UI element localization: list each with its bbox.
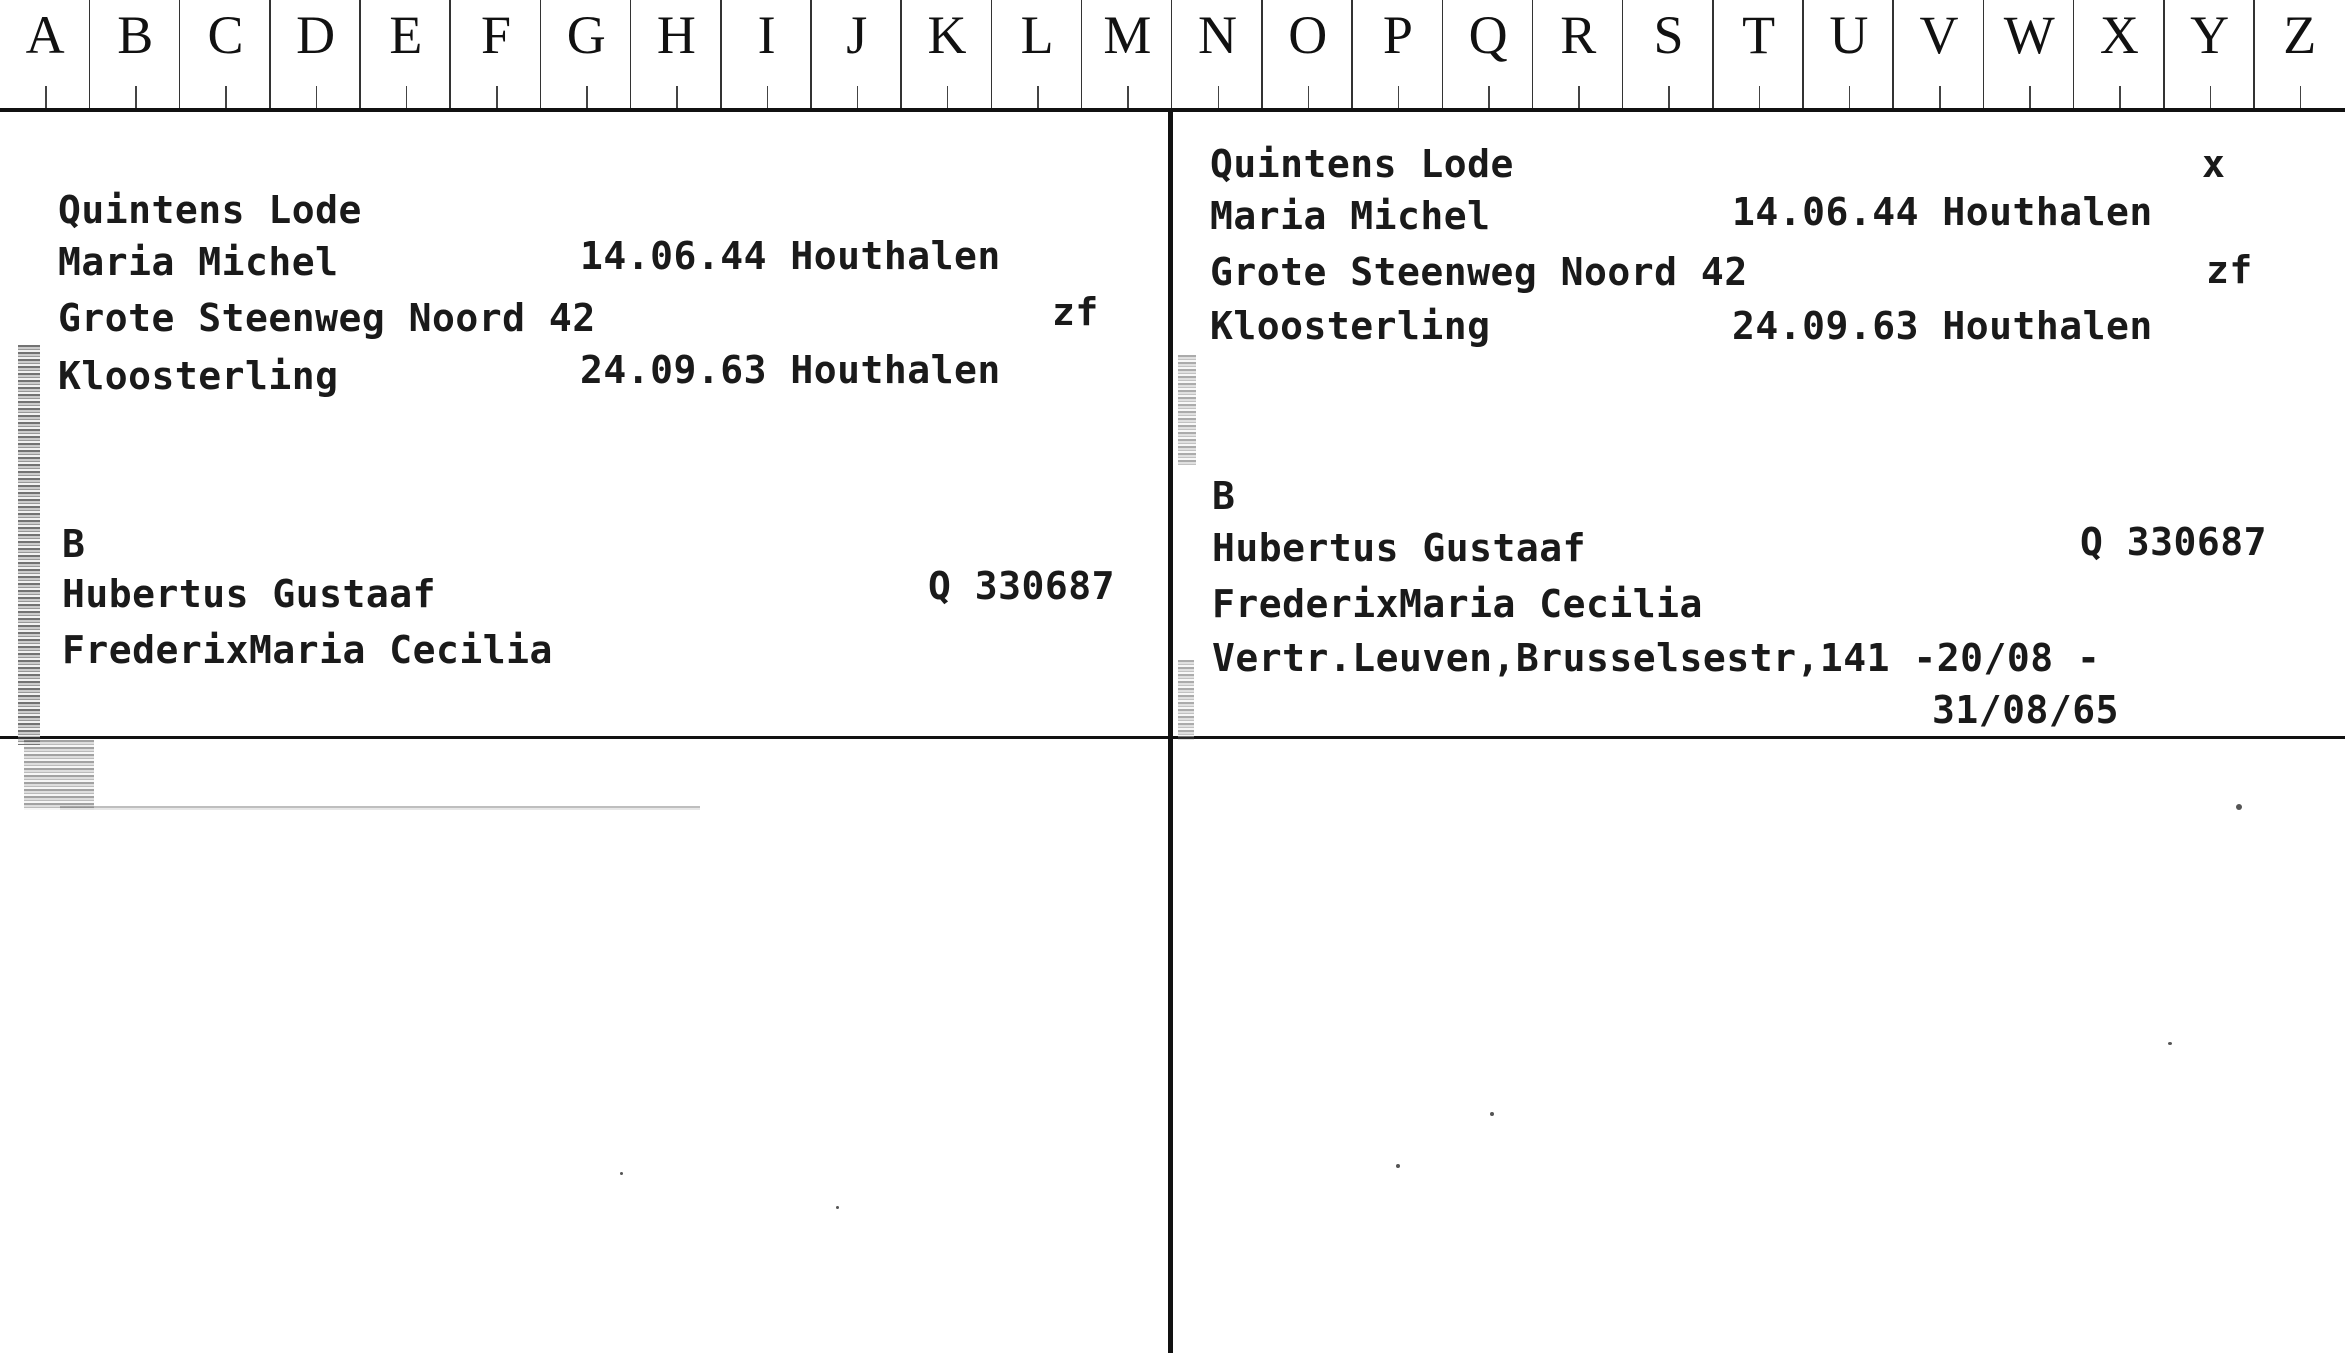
right-card-birth: 14.06.44 Houthalen [1732,190,2153,234]
right-card-profession: Kloosterling [1210,304,1491,348]
index-tick [406,86,408,108]
scan-artifact [24,740,94,810]
index-tick [1127,86,1129,108]
index-letter-q: Q [1443,0,1533,108]
index-letter-v: V [1894,0,1984,108]
scan-speck [836,1206,839,1209]
scan-artifact [18,345,40,745]
right-card-corner-mark: x [2202,142,2226,186]
left-card-section: B [62,522,86,566]
left-card-number: Q 330687 [928,564,1116,608]
scan-artifact [60,806,700,810]
left-card-entry: 24.09.63 Houthalen [580,348,1001,392]
index-letter-m: M [1082,0,1172,108]
scan-artifact [1178,355,1196,465]
index-letter-y: Y [2165,0,2255,108]
scan-speck [1490,1112,1494,1116]
index-letter-d: D [271,0,361,108]
index-letter-l: L [992,0,1082,108]
right-card-street: Grote Steenweg Noord 42 [1210,250,1748,294]
right-card-number: Q 330687 [2080,520,2268,564]
index-tick [586,86,588,108]
index-tick [2210,86,2212,108]
index-tick [1037,86,1039,108]
left-card-name: Quintens Lode [58,188,362,232]
index-letter-c: C [180,0,270,108]
index-tick [1939,86,1941,108]
left-card-given-names: Maria Michel [58,240,339,284]
right-card-entry: 24.09.63 Houthalen [1732,304,2153,348]
right-card-given-names: Maria Michel [1210,194,1491,238]
index-letter-x: X [2074,0,2164,108]
index-tick [1488,86,1490,108]
index-letter-i: I [722,0,812,108]
index-letter-j: J [812,0,902,108]
left-card-street: Grote Steenweg Noord 42 [58,296,596,340]
index-tick [1218,86,1220,108]
index-tick [45,86,47,108]
index-tick [225,86,227,108]
index-letter-s: S [1623,0,1713,108]
right-card-parent2: FrederixMaria Cecilia [1212,582,1703,626]
right-card-departure: Vertr.Leuven,Brusselsestr,141 -20/08 - [1212,636,2101,680]
index-tick [676,86,678,108]
index-tick [1759,86,1761,108]
scan-speck [1396,1164,1400,1168]
index-letter-n: N [1172,0,1262,108]
index-tick [2300,86,2302,108]
index-tick [1849,86,1851,108]
right-card-departure-date: 31/08/65 [1932,688,2120,732]
index-letter-t: T [1714,0,1804,108]
index-tick [767,86,769,108]
index-tick [496,86,498,108]
index-letter-a: A [0,0,90,108]
card-vertical-divider [1168,112,1173,1353]
left-card-parent2: FrederixMaria Cecilia [62,628,553,672]
scan-speck [2168,1042,2172,1045]
index-letter-p: P [1353,0,1443,108]
index-tick [1668,86,1670,108]
index-letter-w: W [1984,0,2074,108]
card-horizontal-divider [0,736,2345,739]
index-tick [2119,86,2121,108]
index-tick [947,86,949,108]
index-tick [2029,86,2031,108]
left-card-profession: Kloosterling [58,354,339,398]
index-letter-h: H [631,0,721,108]
index-tick [316,86,318,108]
left-card-mark: zf [1052,290,1099,334]
right-card-name: Quintens Lode [1210,142,1514,186]
index-letter-e: E [361,0,451,108]
index-tick [135,86,137,108]
index-tick [857,86,859,108]
scan-speck [620,1172,623,1175]
index-tick [1398,86,1400,108]
scan-speck [2236,804,2242,810]
left-card-birth: 14.06.44 Houthalen [580,234,1001,278]
index-letter-r: R [1533,0,1623,108]
index-letter-u: U [1804,0,1894,108]
alphabet-index-bar [0,0,2345,112]
right-card-parent1: Hubertus Gustaaf [1212,526,1587,570]
index-letter-k: K [902,0,992,108]
left-card-parent1: Hubertus Gustaaf [62,572,437,616]
right-card-mark: zf [2206,248,2253,292]
index-letter-o: O [1263,0,1353,108]
right-card-section: B [1212,474,1236,518]
index-letter-g: G [541,0,631,108]
scan-artifact [1178,660,1194,740]
index-tick [1578,86,1580,108]
index-letter-b: B [90,0,180,108]
index-letter-z: Z [2255,0,2345,108]
index-letter-f: F [451,0,541,108]
index-tick [1308,86,1310,108]
